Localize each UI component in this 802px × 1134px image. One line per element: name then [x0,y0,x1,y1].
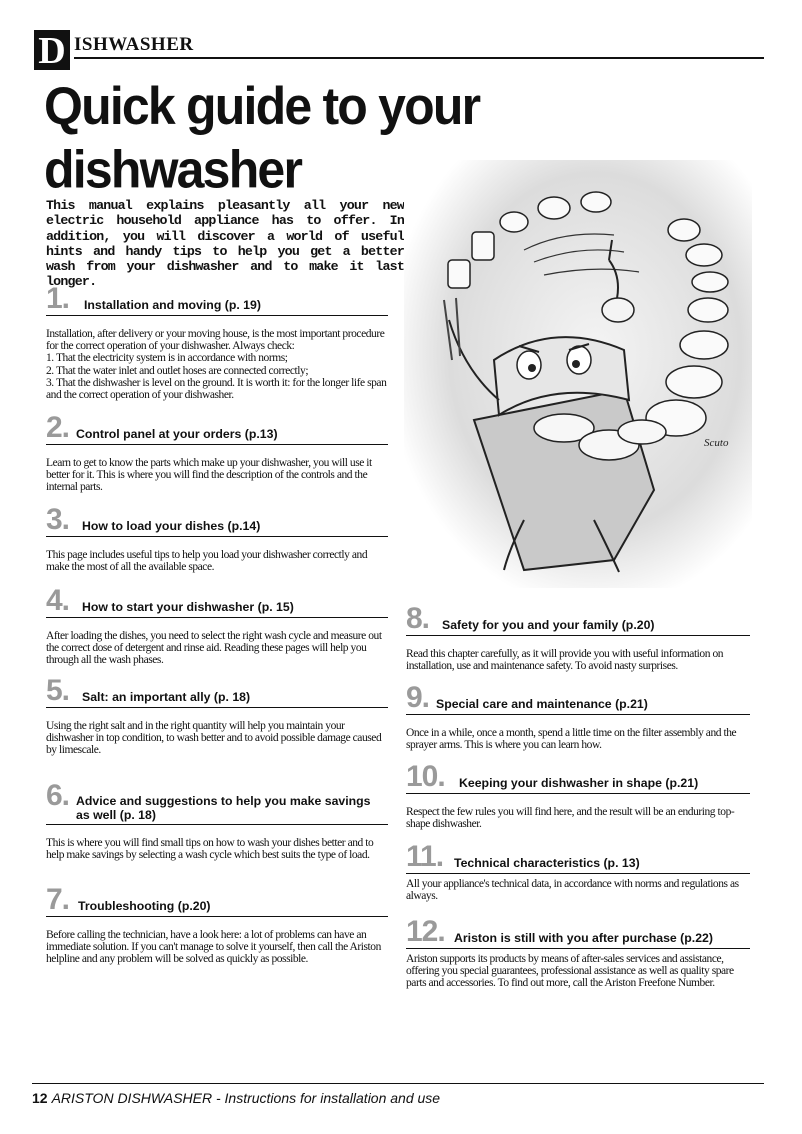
section-body: This page includes useful tips to help you load your dishwasher correctly and make the most of all the available space. [46,549,368,574]
section-body: Using the right salt and in the right quantity will help you maintain your dishwasher in top condition, to wash better and to avoid possible damage caused by limescale. [46,720,382,757]
section-number: 11. [406,840,444,873]
section-header [406,915,750,949]
dishwasher-illustration [404,160,752,588]
section-header [46,282,388,316]
section-header [406,602,750,636]
intro-paragraph: This manual explains pleasantly all your new electric household appliance has to offer. In addition, you will discover a world of useful hints and handy tips to help you get a better wash from your dishwasher and to make it last longer. [46,198,404,290]
section-salt [46,674,388,757]
footer-rule [32,1083,764,1084]
section-number: 12. [406,915,445,948]
section-maintenance [406,681,750,752]
section-number: 10. [406,760,445,793]
section-header [46,411,388,445]
section-title: Keeping your dishwasher in shape (p.21) [459,776,699,790]
section-body: Learn to get to know the parts which make up your dishwasher, you will use it better for it. This is where you will find the description of the controls and the internal parts. [46,457,372,494]
section-number: 6. [46,779,70,812]
header-word: ISHWASHER [74,34,194,55]
section-technical [406,840,750,903]
section-number: 1. [46,282,70,315]
section-title: Ariston is still with you after purchase (p.22) [454,931,713,945]
section-control-panel [46,411,388,494]
section-title: How to load your dishes (p.14) [82,519,261,533]
section-header [406,681,750,715]
section-number: 7. [46,883,70,916]
section-body: Once in a while, once a month, spend a little time on the filter assembly and the sprayer arms. This is where you can learn how. [406,727,737,752]
section-title: Special care and maintenance (p.21) [436,697,648,711]
section-body: Read this chapter carefully, as it will provide you with useful information on installation, use and maintenance safety. To avoid nasty surprises. [406,648,724,673]
section-body: After loading the dishes, you need to select the right wash cycle and measure out the correct dose of detergent and rinse aid. Reading these pages will help you through all the wash phases. [46,630,382,667]
section-title: Installation and moving (p. 19) [84,298,261,312]
section-title: Control panel at your orders (p.13) [76,427,278,441]
section-body: Installation, after delivery or your moving house, is the most important procedure for the correct operation of your dishwasher. Always check: 1. That the electricity system is in accordance with norms; 2. That the water inlet and outlet hoses are connected correctly; 3. That the dishwasher is level on the ground. It is worth it: for the longer life span and the correct operation of your dishwasher. [46,328,387,402]
section-header [406,840,750,874]
section-number: 9. [406,681,430,714]
section-installation [46,282,388,402]
section-header [46,674,388,708]
section-number: 5. [46,674,70,707]
header-initial: D [38,30,66,72]
section-keeping-shape [406,760,750,831]
section-title: How to start your dishwasher (p. 15) [82,600,294,614]
section-number: 8. [406,602,430,635]
section-troubleshooting [46,883,388,966]
section-body: Ariston supports its products by means of after-sales services and assistance, offering you special guarantees, professional assistance as well as quality spare parts and accessories. To find out more, call the Ariston Freefone Number. [406,953,734,990]
section-title: Advice and suggestions to help you make savings as well (p. 18) [76,794,371,822]
section-header [46,584,388,618]
section-header [46,503,388,537]
section-body: All your appliance's technical data, in accordance with norms and regulations as always. [406,878,739,903]
section-number: 3. [46,503,70,536]
section-header [46,883,388,917]
section-after-purchase [406,915,750,990]
illustration-signature: Scuto [704,437,729,449]
page-number: 12 [32,1090,48,1106]
section-title: Technical characteristics (p. 13) [454,856,640,870]
section-number: 2. [46,411,70,444]
section-header [46,779,388,825]
footer-text: ARISTON DISHWASHER - Instructions for installation and use [51,1090,441,1106]
section-title: Troubleshooting (p.20) [78,899,211,913]
section-start-dishwasher [46,584,388,667]
section-savings [46,779,388,862]
section-body: Respect the few rules you will find here, and the result will be an enduring top-shape dishwasher. [406,806,735,831]
section-body: Before calling the technician, have a look here: a lot of problems can have an immediate solution. If you can't manage to solve it yourself, then call the Ariston helpline and any problem will be solved as quickly as possible. [46,929,381,966]
section-title: Safety for you and your family (p.20) [442,618,655,632]
page-title: Quick guide to your dishwasher [44,76,480,200]
section-number: 4. [46,584,70,617]
section-load-dishes [46,503,388,574]
header-rule [74,57,764,59]
section-title: Salt: an important ally (p. 18) [82,690,251,704]
section-body: This is where you will find small tips on how to wash your dishes better and to help make savings by selecting a wash cycle which best suits the type of load. [46,837,374,862]
section-header [406,760,750,794]
footer [32,1090,440,1106]
section-safety [406,602,750,673]
